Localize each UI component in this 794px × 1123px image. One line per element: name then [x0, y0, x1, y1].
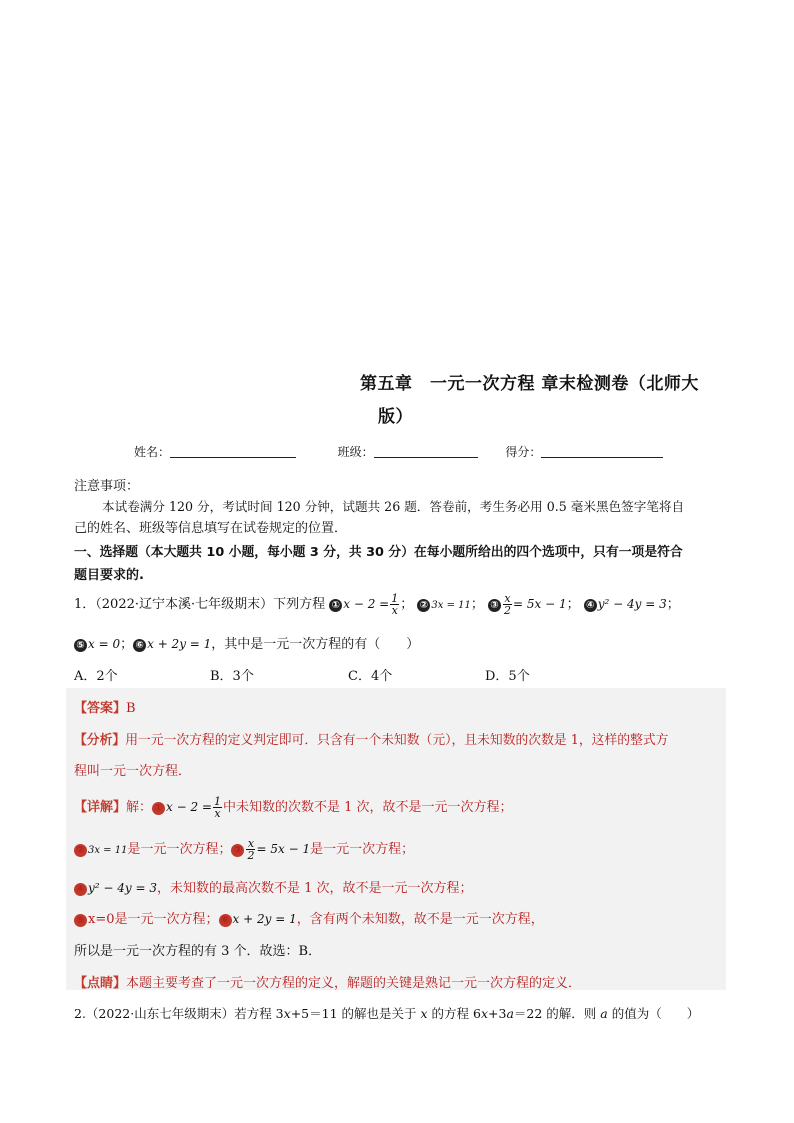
- question-2-text-c: 的方程 6: [427, 1006, 481, 1021]
- circled-2-icon: ②: [417, 599, 430, 612]
- detail-row-3: [74, 877, 473, 896]
- detail-text-5: 是一元一次方程；: [114, 912, 219, 927]
- equation-4: y² − 4y = 3: [597, 597, 667, 611]
- name-blank[interactable]: [170, 445, 296, 458]
- separator: ；: [666, 597, 680, 612]
- notice-heading: 注意事项：: [74, 479, 140, 494]
- equation-6: x + 2y = 1: [147, 637, 212, 651]
- question-1-prefix: 1．（2022·辽宁本溪·七年级期末）下列方程: [74, 597, 326, 612]
- analysis-text-continued: 程叫一元一次方程．: [74, 764, 192, 779]
- question-1-suffix: ，其中是一元一次方程的有（ ）: [211, 637, 420, 652]
- variable-a: a: [506, 1006, 514, 1021]
- equation-3: = 5x − 1: [513, 597, 567, 611]
- option-a[interactable]: A．2个: [74, 669, 118, 684]
- detail-equation-2: 3x = 11: [88, 845, 128, 856]
- detail-fraction-1-numerator: 1: [214, 795, 221, 808]
- detail-intro: 解：: [126, 800, 153, 815]
- variable-x: x: [420, 1006, 428, 1021]
- circled-5-icon: ⑤: [74, 914, 87, 927]
- circled-6-icon: ⑥: [133, 639, 146, 652]
- detail-row-4: [74, 908, 544, 927]
- detail-equation-6: x + 2y = 1: [232, 912, 297, 926]
- equation-2: 3x = 11: [431, 600, 471, 611]
- detail-text-2: 是一元一次方程；: [127, 842, 232, 857]
- question-2-text-e: ＝22 的解．则: [513, 1006, 601, 1021]
- detail-text-3: 是一元一次方程；: [310, 842, 415, 857]
- answer-row: [74, 697, 136, 716]
- question-2-text-f: 的值为（ ）: [607, 1006, 700, 1021]
- circled-6-icon: ⑥: [219, 914, 232, 927]
- circled-1-icon: ①: [329, 599, 342, 612]
- circled-4-icon: ④: [74, 883, 87, 896]
- separator: ；: [120, 637, 134, 652]
- detail-fraction-3-denominator: 2: [247, 849, 255, 862]
- comment-tag: 【点睛】: [74, 976, 127, 991]
- option-c[interactable]: C．4个: [348, 669, 393, 684]
- question-2-text-b: +5＝11 的解也是关于: [290, 1006, 421, 1021]
- detail-equation-1: x − 2 =: [166, 800, 212, 814]
- question-1-line-1: [74, 593, 680, 616]
- separator: ；: [470, 597, 484, 612]
- question-2-text-d: +3: [488, 1006, 507, 1021]
- circled-2-icon: ②: [74, 844, 87, 857]
- fraction-1-numerator: 1: [391, 592, 399, 605]
- equation-5: x = 0: [88, 637, 121, 651]
- notice-line-2: 己的姓名、班级等信息填写在试卷规定的位置．: [74, 521, 348, 536]
- detail-fraction-3: [246, 838, 255, 861]
- fraction-3-denominator: 2: [504, 604, 512, 617]
- circled-4-icon: ④: [584, 599, 597, 612]
- name-label: 姓名：: [134, 445, 171, 459]
- analysis-text: 用一元一次方程的定义判定即可．只含有一个未知数（元），且未知数的次数是 1，这样的整式方: [125, 733, 669, 748]
- detail-fraction-1: [213, 796, 222, 819]
- detail-tag: 【详解】: [74, 800, 127, 815]
- detail-equation-3: = 5x − 1: [256, 842, 311, 856]
- detail-text-4: ，未知数的最高次数不是 1 次，故不是一元一次方程；: [157, 881, 473, 896]
- class-blank[interactable]: [374, 445, 478, 458]
- question-1-line-2: [74, 633, 419, 652]
- section-heading: 一、选择题（本大题共 10 小题，每小题 3 分，共 30 分）在每小题所给出的四个选项中，只有一项是符合: [74, 545, 683, 560]
- section-heading-continued: 题目要求的.: [74, 568, 144, 583]
- detail-text-1: 中未知数的次数不是 1 次，故不是一元一次方程；: [223, 800, 513, 815]
- class-label: 班级：: [337, 445, 374, 459]
- detail-equation-5: x=0: [88, 912, 115, 927]
- variable-x: x: [283, 1006, 291, 1021]
- fraction-3-numerator: x: [504, 592, 511, 605]
- detail-fraction-1-denominator: x: [214, 807, 221, 820]
- separator: ；: [400, 597, 414, 612]
- student-info-row: [134, 443, 663, 460]
- detail-row-1: [74, 796, 513, 819]
- comment-text: 本题主要考查了一元一次方程的定义，解题的关键是熟记一元一次方程的定义．: [126, 976, 582, 991]
- analysis-row: [74, 729, 668, 748]
- fraction-1: [390, 593, 399, 616]
- detail-fraction-3-numerator: x: [247, 837, 255, 850]
- circled-5-icon: ⑤: [74, 639, 87, 652]
- comment-row: [74, 972, 581, 991]
- page-title-continued: 版）: [378, 407, 413, 427]
- fraction-3: [503, 593, 512, 616]
- analysis-tag: 【分析】: [74, 733, 126, 748]
- detail-equation-4: y² − 4y = 3: [88, 881, 158, 895]
- answer-value: B: [126, 701, 136, 716]
- option-d[interactable]: D．5个: [485, 669, 530, 684]
- circled-3-icon: ③: [231, 844, 244, 857]
- equation-1: x − 2 =: [343, 597, 390, 611]
- circled-3-icon: ③: [488, 599, 501, 612]
- score-label: 得分：: [505, 445, 542, 459]
- detail-conclusion: 所以是一元一次方程的有 3 个．故选：B．: [74, 944, 322, 959]
- fraction-1-denominator: x: [391, 604, 398, 617]
- detail-text-6: ，含有两个未知数，故不是一元一次方程，: [296, 912, 544, 927]
- separator: ；: [566, 597, 580, 612]
- notice-line-1: 本试卷满分 120 分，考试时间 120 分钟，试题共 26 题．答卷前，考生务必用 0.5 毫米黑色签字笔将自: [102, 499, 685, 514]
- option-b[interactable]: B．3个: [210, 669, 254, 684]
- question-2-text-a: 2.（2022·山东七年级期末）若方程 3: [74, 1006, 284, 1021]
- detail-row-2: [74, 838, 414, 861]
- answer-tag: 【答案】: [74, 701, 127, 716]
- question-2: [74, 1004, 699, 1022]
- variable-a: a: [600, 1006, 608, 1021]
- variable-x: x: [480, 1006, 489, 1021]
- score-blank[interactable]: [541, 445, 663, 458]
- circled-1-icon: ①: [152, 802, 165, 815]
- page-title: 第五章 一元一次方程 章末检测卷（北师大: [360, 374, 699, 394]
